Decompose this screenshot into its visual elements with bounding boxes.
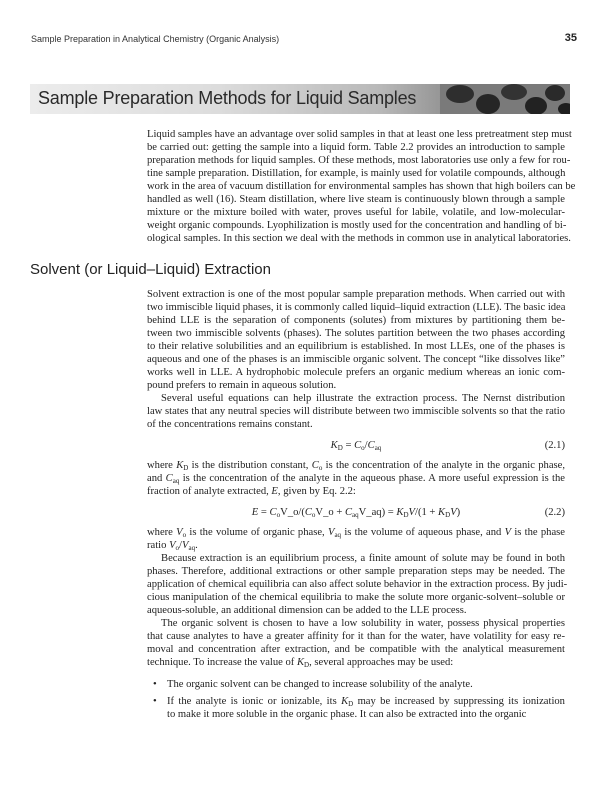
text-line: technique. To increase the value of $K_D$, several approaches may be used: [147, 657, 454, 670]
equation-number: (2.2) [544, 506, 565, 518]
text-line: pound prefers to remain in aqueous solution. [147, 380, 337, 392]
equation-eq1 [147, 439, 565, 452]
text-line: law states that any neutral species will distribute between two immiscible solvents so that the ratio [147, 406, 565, 418]
text-line: of the concentrations remains constant. [147, 419, 313, 431]
intro-paragraph [147, 128, 576, 245]
text-line: to make it more soluble in the organic phase. It can also be extracted into the organic [167, 709, 527, 721]
equation-text: $K_D = C_o/C_{aq}$ [330, 439, 382, 452]
section-title: Sample Preparation Methods for Liquid Samples [38, 88, 417, 108]
page-number: 35 [564, 32, 577, 44]
text-line: tween two immiscible solvents (phases). The solutes partition between the two phases according [147, 328, 565, 340]
text-line: The organic solvent is chosen to have a low solubility in water, possess physical properties [161, 617, 565, 629]
section-banner [30, 84, 570, 114]
text-line: weight organic compounds. Lyophilization is mostly used for the concentration and handling of bi- [147, 220, 567, 232]
text-line: tine sample preparation. Distillation, for example, is mainly used for volatile compounds, although [147, 168, 566, 180]
bullet-icon: • [153, 679, 157, 691]
text-line: that cause analytes to have a greater affinity for it than for the water, have volatility for easy re- [147, 631, 565, 643]
equation-number: (2.1) [544, 439, 565, 451]
text-line: The organic solvent can be changed to increase solubility of the analyte. [167, 679, 473, 691]
body-text [147, 288, 568, 721]
equation-text: $E = C_oV\_o/(C_oV\_o$ + $C_{aq}V\_aq) = K_DV/(1 + K_DV)$ [251, 506, 461, 519]
text-line: Because extraction is an equilibrium process, a finite amount of solute may be found in both [161, 552, 565, 564]
text-line: Several useful equations can help illustrate the extraction process. The Nernst distribution [161, 393, 565, 405]
droplet-pattern-icon [440, 84, 570, 114]
text-line: ological samples. In this section we deal with the methods in common use in analytical laboratories. [147, 233, 571, 245]
text-line: and $C_{aq}$ is the concentration of the analyte in the aqueous phase. A more useful expression is the [147, 472, 565, 485]
text-line: Liquid samples have an advantage over solid samples in that at least one less pretreatment step must [147, 129, 572, 140]
bullet-icon: • [153, 696, 157, 708]
subsection-title: Solvent (or Liquid–Liquid) Extraction [30, 261, 271, 278]
text-line: application of chemical equilibria can also affect solute behavior in the extraction process. By judi- [147, 578, 568, 590]
text-line: where $K_D$ is the distribution constant, $C_o$ is the concentration of the analyte in the organic phase, [147, 459, 565, 472]
text-line: behind LLE is the separation of components (solutes) from mixtures by partitioning them be- [147, 315, 565, 327]
bullet-item [147, 678, 565, 691]
text-line: ratio $V_o/V_{aq}$. [147, 539, 198, 552]
running-head: Sample Preparation in Analytical Chemistry (Organic Analysis) [31, 34, 280, 44]
text-line: mixture or the mixture boiled with water, proves useful for labile, volatile, and low-molecular- [147, 207, 565, 219]
text-line: be carried out: getting the sample into a liquid form. Table 2.2 provides an introduction to sample [147, 142, 565, 154]
text-line: two immiscible liquid phases, it is commonly called liquid–liquid extraction (LLE). The basic idea [147, 302, 566, 314]
equation-eq2 [147, 506, 565, 519]
text-line: aqueous-soluble, an additional dimension can be added to the LLE process. [147, 604, 467, 616]
text-line: phases. Therefore, additional extractions or other sample preparation steps may be needed. The [147, 565, 565, 577]
text-line: work in the area of vacuum distillation for environmental samples has shown that high boilers can be [147, 181, 576, 193]
text-line: aqueous and one of the phases is an immiscible organic solvent. The concept “like dissolves like” [147, 354, 565, 366]
text-line: handled as well (16). Steam distillation, where live steam is continuously blown through a sample [147, 194, 565, 206]
text-line: works well in LLE. A hydrophobic molecule prefers an organic medium whereas an ionic com- [147, 367, 565, 379]
text-line: If the analyte is ionic or ionizable, its $K_D$ may be increased by suppressing its ionization [167, 696, 565, 709]
text-line: where $V_o$ is the volume of organic phase, $V_{aq}$ is the volume of aqueous phase, and V is the phase [147, 526, 566, 539]
text-line: cious manipulation of the chemical equilibria to make the solute more organic-solvent–soluble or [147, 591, 565, 603]
text-line: moval and concentration after extraction, and be compatible with the analytical measurement [147, 644, 565, 656]
text-line: fraction of analyte extracted, E, given by Eq. 2.2: [147, 485, 356, 497]
text-line: Solvent extraction is one of the most popular sample preparation methods. When carried out with [147, 289, 565, 300]
bullet-item [147, 695, 565, 721]
text-line: preparation methods for liquid samples. Of these methods, most laboratories use only a few for rou- [147, 155, 571, 167]
text-line: to their relative solubilities and an equilibrium is established. In most LLEs, one of the phases is [147, 341, 565, 353]
